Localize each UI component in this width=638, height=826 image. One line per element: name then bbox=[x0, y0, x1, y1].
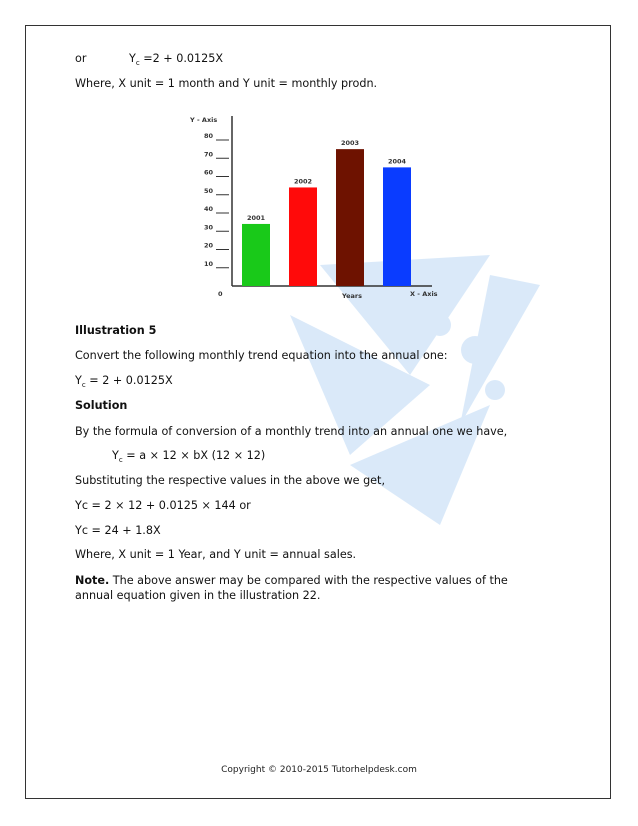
note-paragraph bbox=[75, 573, 545, 603]
bar-chart-svg bbox=[182, 110, 444, 306]
bar-2001 bbox=[242, 224, 270, 286]
y-tick-label: 50 bbox=[204, 186, 214, 195]
or-word: or bbox=[75, 52, 87, 65]
solution-heading: Solution bbox=[75, 399, 128, 412]
bar-label-2003: 2003 bbox=[340, 139, 360, 148]
calculation-line-1: Yc = 2 × 12 + 0.0125 × 144 or bbox=[75, 499, 251, 512]
conversion-formula: $Y_c = a \times 12$ × bX (12 × 12) bbox=[112, 449, 266, 465]
y-tick-label: 10 bbox=[204, 259, 214, 268]
y-tick-label: 30 bbox=[204, 223, 214, 232]
bar-2004 bbox=[383, 167, 411, 286]
origin-label: 0 bbox=[218, 290, 223, 298]
note-label: Note. bbox=[75, 574, 110, 587]
bar-2003 bbox=[336, 149, 364, 286]
x-axis-title: Years bbox=[342, 292, 362, 300]
copyright-footer: Copyright © 2010-2015 Tutorhelpdesk.com bbox=[221, 765, 417, 775]
bar-label-2002: 2002 bbox=[293, 177, 313, 186]
convert-text: Convert the following monthly trend equation into the annual one: bbox=[75, 349, 448, 362]
illustration-heading: Illustration 5 bbox=[75, 324, 157, 337]
x-axis-end-label: X - Axis bbox=[410, 290, 438, 298]
bar-2002 bbox=[289, 187, 317, 286]
y-tick-label: 60 bbox=[204, 168, 214, 177]
formula-intro: By the formula of conversion of a monthly trend into an annual one we have, bbox=[75, 425, 508, 438]
y-tick-label: 20 bbox=[204, 241, 214, 250]
y-axis-title: Y - Axis bbox=[190, 116, 218, 124]
note-text: The above answer may be compared with the respective values of the annual equation given in the illustration 22. bbox=[75, 574, 508, 602]
substituting-text: Substituting the respective values in the above we get, bbox=[75, 474, 385, 487]
calculation-line-2: Yc = 24 + 1.8X bbox=[75, 524, 161, 537]
bar-label-2001: 2001 bbox=[246, 213, 266, 222]
monthly-equation: $Y_c = 2 + 0.0125X$ bbox=[75, 374, 173, 390]
y-tick-label: 70 bbox=[204, 150, 214, 159]
y-tick-label: 80 bbox=[204, 132, 214, 140]
where-year-line: Where, X unit = 1 Year, and Y unit = annual sales. bbox=[75, 548, 357, 561]
equation-line-top: or $Y_c =2 + 0.0125X$ bbox=[75, 52, 224, 68]
y-tick-label: 40 bbox=[204, 205, 214, 213]
bar-chart bbox=[182, 110, 444, 306]
where-month-line: Where, X unit = 1 month and Y unit = monthly prodn. bbox=[75, 77, 378, 90]
bar-label-2004: 2004 bbox=[387, 157, 407, 166]
